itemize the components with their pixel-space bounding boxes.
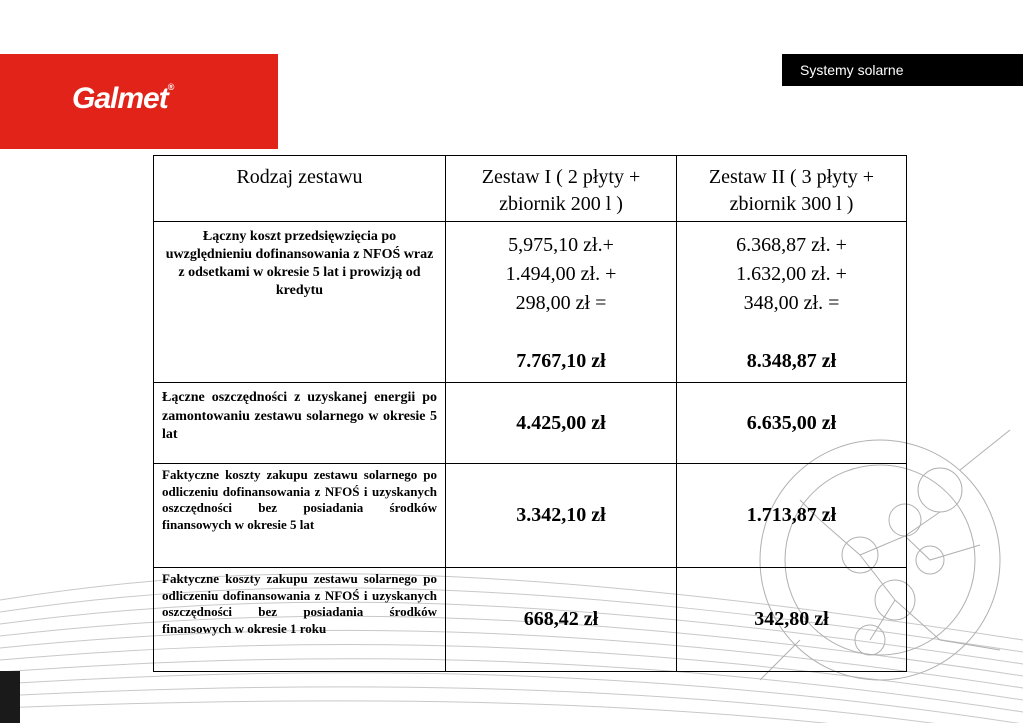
row-label-cost-5-years: Faktyczne koszty zakupu zestawu solarnego po odliczeniu dofinansowania z NFOŚ i uzyskanych oszczędności bez posiadania środków finansowych w okresie 5 lat: [154, 464, 446, 568]
header-cell-set-1: Zestaw I ( 2 płyty + zbiornik 200 l ): [446, 156, 677, 222]
table-row: [154, 222, 907, 383]
row-label-total-cost: Łączny koszt przedsięwzięcia po uwzględnieniu dofinansowania z NFOŚ wraz z odsetkami w okresie 5 lat i prowizją od kredytu: [154, 222, 446, 383]
header-cell-set-2: Zestaw II ( 3 płyty + zbiornik 300 l ): [677, 156, 907, 222]
row-label-savings: Łączne oszczędności z uzyskanej energii po zamontowaniu zestawu solarnego w okresie 5 lat: [154, 383, 446, 464]
header-cell-type: Rodzaj zestawu: [154, 156, 446, 222]
galmet-logo: [72, 82, 173, 116]
logo-text: Galmet: [72, 82, 168, 115]
cost-5-years-set-1: 3.342,10 zł: [446, 464, 677, 568]
cost-line: 1.632,00 zł. +: [736, 263, 847, 285]
tagline: Systemy solarne: [782, 54, 1023, 86]
total-cost-set-1: [446, 222, 677, 383]
table-row: [154, 383, 907, 464]
total-value: 7.767,10 zł: [516, 350, 606, 372]
cost-line: 5,975,10 zł.+: [508, 234, 614, 256]
total-value: 8.348,87 zł: [746, 350, 837, 372]
savings-set-1: 4.425,00 zł: [446, 383, 677, 464]
cost-line: 6.368,87 zł. +: [736, 234, 847, 256]
row-label-cost-1-year: Faktyczne koszty zakupu zestawu solarnego po odliczeniu dofinansowania z NFOŚ i uzyskanych oszczędności bez posiadania środków finansowych w okresie 1 roku: [154, 568, 446, 672]
table-row: [154, 464, 907, 568]
table-header-row: [154, 156, 907, 222]
logo-registered-mark: ®: [167, 82, 174, 92]
cost-line: 348,00 zł. =: [743, 292, 840, 314]
cost-comparison-table: [153, 155, 907, 672]
left-corner-bar: [0, 671, 20, 723]
total-cost-set-2: [677, 222, 907, 383]
cost-1-year-set-2: 342,80 zł: [677, 568, 907, 672]
cost-5-years-set-2: 1.713,87 zł: [677, 464, 907, 568]
cost-line: 1.494,00 zł. +: [505, 263, 617, 285]
cost-line: 298,00 zł =: [515, 292, 607, 314]
savings-set-2: 6.635,00 zł: [677, 383, 907, 464]
cost-1-year-set-1: 668,42 zł: [446, 568, 677, 672]
table-row: [154, 568, 907, 672]
